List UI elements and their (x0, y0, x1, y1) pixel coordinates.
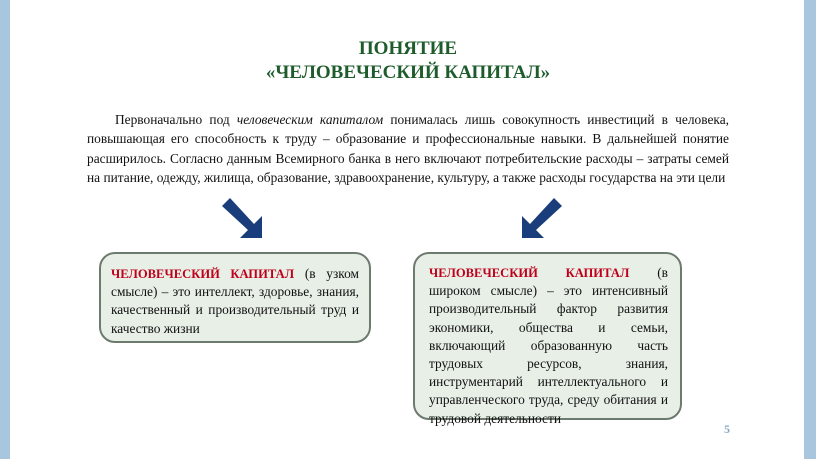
definition-narrow-text: (в узком смысле) – это интеллект, здоровье, знания, качественный и производительный труд и качество жизни (111, 266, 360, 336)
intro-italic-term: человеческим капиталом (236, 112, 384, 127)
definition-narrow-box (99, 252, 371, 343)
title-line-2: «ЧЕЛОВЕЧЕСКИЙ КАПИТАЛ» (265, 62, 551, 83)
page-title (0, 37, 816, 85)
arrow-down-left-icon (216, 192, 268, 238)
intro-paragraph (87, 110, 729, 188)
definition-broad-term: ЧЕЛОВЕЧЕСКИЙ КАПИТАЛ (429, 266, 630, 280)
definition-broad-text: (в широком смысле) – это интенсивный производительный фактор развития экономики, общества и семьи, включающий образованную часть трудовых ресурсов, знания, инструментарий интеллектуального и управленческого труда, среду обитания и трудовой деятельности (429, 265, 668, 426)
arrow-down-right-icon (516, 192, 568, 238)
page-number: 5 (724, 422, 730, 436)
intro-rest: понималась лишь совокупность инвестиций в человека, повышающая его способность к труду – образование и профессиональные навыки. В дальнейшей понятие расширилось. Согласно данным Всемирного банка в него включают потребительские расходы – затраты семей на питание, одежду, жилища, образование, здравоохранение, культуру, а также расходы государства на эти цели (87, 112, 729, 186)
title-line-1: ПОНЯТИЕ (358, 38, 458, 59)
definition-narrow-term: ЧЕЛОВЕЧЕСКИЙ КАПИТАЛ (111, 267, 295, 281)
intro-lead: Первоначально под (115, 112, 237, 127)
definition-broad-box (413, 252, 682, 426)
